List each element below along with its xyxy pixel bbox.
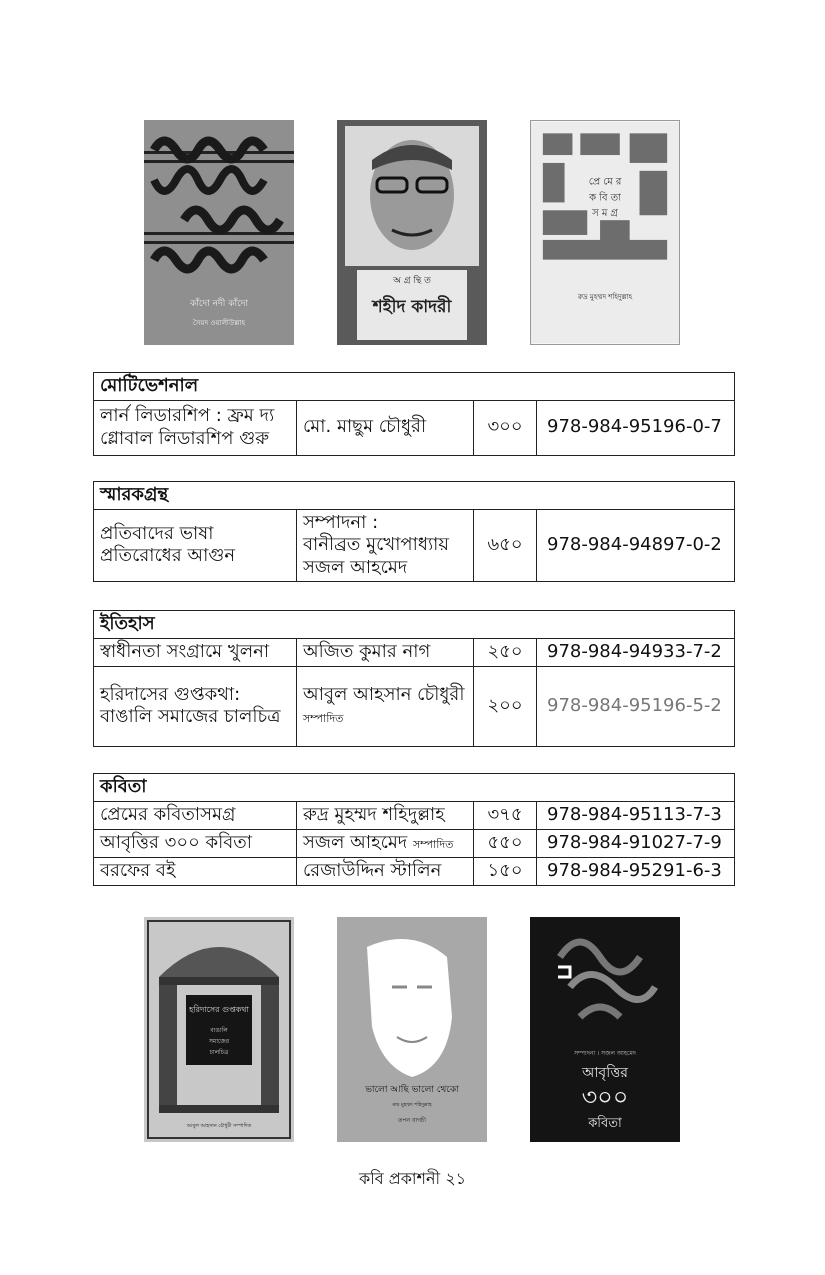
- cover-series: অ গ্র ন্থি ত: [393, 276, 431, 286]
- book-author-cell: [297, 509, 474, 582]
- cover-editor: সম্পাদনা । সজল আহমেদ: [574, 1050, 636, 1057]
- table-row: [94, 666, 735, 746]
- category-table-motivational: [93, 372, 735, 456]
- table-row: [94, 400, 735, 455]
- cover-title: শহীদ কাদরী: [372, 297, 452, 317]
- category-heading: কবিতা: [94, 774, 735, 802]
- cover-title: ভালো আছি ভালো থেকো: [365, 1085, 459, 1095]
- book-author: সজল আহমেদ: [303, 831, 408, 853]
- page-footer: কবি প্রকাশনী ২১: [358, 1169, 466, 1188]
- table-row: [94, 857, 735, 885]
- book-price: ১৫০: [474, 857, 537, 885]
- cover-subtitle: রুদ্র মুহম্মদ শহিদুল্লাহ: [392, 1102, 432, 1108]
- cover-art: [530, 917, 680, 1142]
- book-price: ৩৭৫: [474, 801, 537, 829]
- cover-title-line3: কবিতা: [588, 1116, 622, 1131]
- cover-title-line3: স ম গ্র: [592, 208, 618, 220]
- book-title: হরিদাসের গুপ্তকথা: বাঙালি সমাজের চালচিত্র: [94, 666, 297, 746]
- cover-subtitle-3: চালচিত্র: [209, 1049, 229, 1056]
- author-note: সম্পাদিত: [303, 712, 344, 725]
- book-isbn: 978-984-95196-5-2: [537, 666, 735, 746]
- book-isbn: 978-984-95291-6-3: [537, 857, 735, 885]
- cover-art: [144, 917, 294, 1142]
- cover-title-line2: ৩০০: [581, 1083, 629, 1111]
- book-author: বানীব্রত মুখোপাধ্যায় সজল আহমেদ: [303, 534, 449, 578]
- author-note: সম্পাদিত: [413, 837, 454, 851]
- cover-author: তপন বাগচী: [397, 1117, 427, 1124]
- cover-title: হরিদাসের গুপ্তকথা: [189, 1005, 249, 1014]
- book-title: আবৃত্তির ৩০০ কবিতা: [94, 829, 297, 857]
- book-author: রেজাউদ্দিন স্টালিন: [297, 857, 474, 885]
- category-table-memorial: [93, 481, 735, 582]
- category-table-poetry: [93, 773, 735, 886]
- book-isbn: 978-984-91027-7-9: [537, 829, 735, 857]
- book-cover-abrittir-300-kobita: [530, 917, 680, 1142]
- cover-title: কাঁদো নদী কাঁদো: [189, 299, 249, 309]
- book-price: ২৫০: [474, 638, 537, 666]
- book-isbn: 978-984-94897-0-2: [537, 509, 735, 582]
- book-author-cell: [297, 829, 474, 857]
- cover-art: [337, 917, 487, 1142]
- category-heading: মোটিভেশনাল: [94, 373, 735, 401]
- book-cover-shaheed-quadri: [337, 120, 487, 345]
- table-row: [94, 509, 735, 582]
- book-price: ৩০০: [474, 400, 537, 455]
- book-isbn: 978-984-95196-0-7: [537, 400, 735, 455]
- book-title: প্রেমের কবিতাসমগ্র: [94, 801, 297, 829]
- book-isbn: 978-984-95113-7-3: [537, 801, 735, 829]
- book-author: রুদ্র মুহম্মদ শহিদুল্লাহ: [297, 801, 474, 829]
- book-title: লার্ন লিডারশিপ : ফ্রম দ্য গ্লোবাল লিডারশিপ গুরু: [94, 400, 297, 455]
- book-cover-kando-nodi-kando: [144, 120, 294, 345]
- book-title: স্বাধীনতা সংগ্রামে খুলনা: [94, 638, 297, 666]
- book-price: ৬৫০: [474, 509, 537, 582]
- book-cover-premer-kobitashomogro: [530, 120, 680, 345]
- cover-title-line1: আবৃত্তির: [582, 1065, 628, 1081]
- book-price: ২০০: [474, 666, 537, 746]
- table-row: [94, 638, 735, 666]
- book-author: আবুল আহসান চৌধুরী: [303, 683, 465, 705]
- cover-author: সৈয়দ ওয়ালীউল্লাহ: [192, 319, 246, 327]
- cover-art: [144, 120, 294, 345]
- category-table-history: [93, 610, 735, 747]
- cover-art: [337, 120, 487, 345]
- cover-art: [531, 121, 679, 344]
- book-price: ৫৫০: [474, 829, 537, 857]
- author-prefix: সম্পাদনা :: [303, 511, 379, 533]
- book-author: মো. মাছুম চৌধুরী: [297, 400, 474, 455]
- cover-title-line1: প্রে মে র: [588, 176, 622, 188]
- cover-editor: আবুল আহসান চৌধুরী সম্পাদিত: [186, 1123, 252, 1129]
- book-author: অজিত কুমার নাগ: [297, 638, 474, 666]
- book-title: বরফের বই: [94, 857, 297, 885]
- cover-author: রুদ্র মুহম্মদ শহিদুল্লাহ: [577, 293, 633, 302]
- cover-title-line2: ক বি তা: [589, 192, 621, 204]
- category-heading: স্মারকগ্রন্থ: [94, 482, 735, 510]
- table-row: [94, 829, 735, 857]
- book-cover-bhalo-achhi-bhalo-theko: [337, 917, 487, 1142]
- book-author-cell: [297, 666, 474, 746]
- book-title: প্রতিবাদের ভাষা প্রতিরোধের আগুন: [94, 509, 297, 582]
- book-cover-haridaser-guptokotha: [144, 917, 294, 1142]
- category-heading: ইতিহাস: [94, 611, 735, 639]
- cover-subtitle-1: বাঙালি: [210, 1027, 228, 1034]
- cover-subtitle-2: সমাজের: [208, 1038, 230, 1045]
- table-row: [94, 801, 735, 829]
- book-isbn: 978-984-94933-7-2: [537, 638, 735, 666]
